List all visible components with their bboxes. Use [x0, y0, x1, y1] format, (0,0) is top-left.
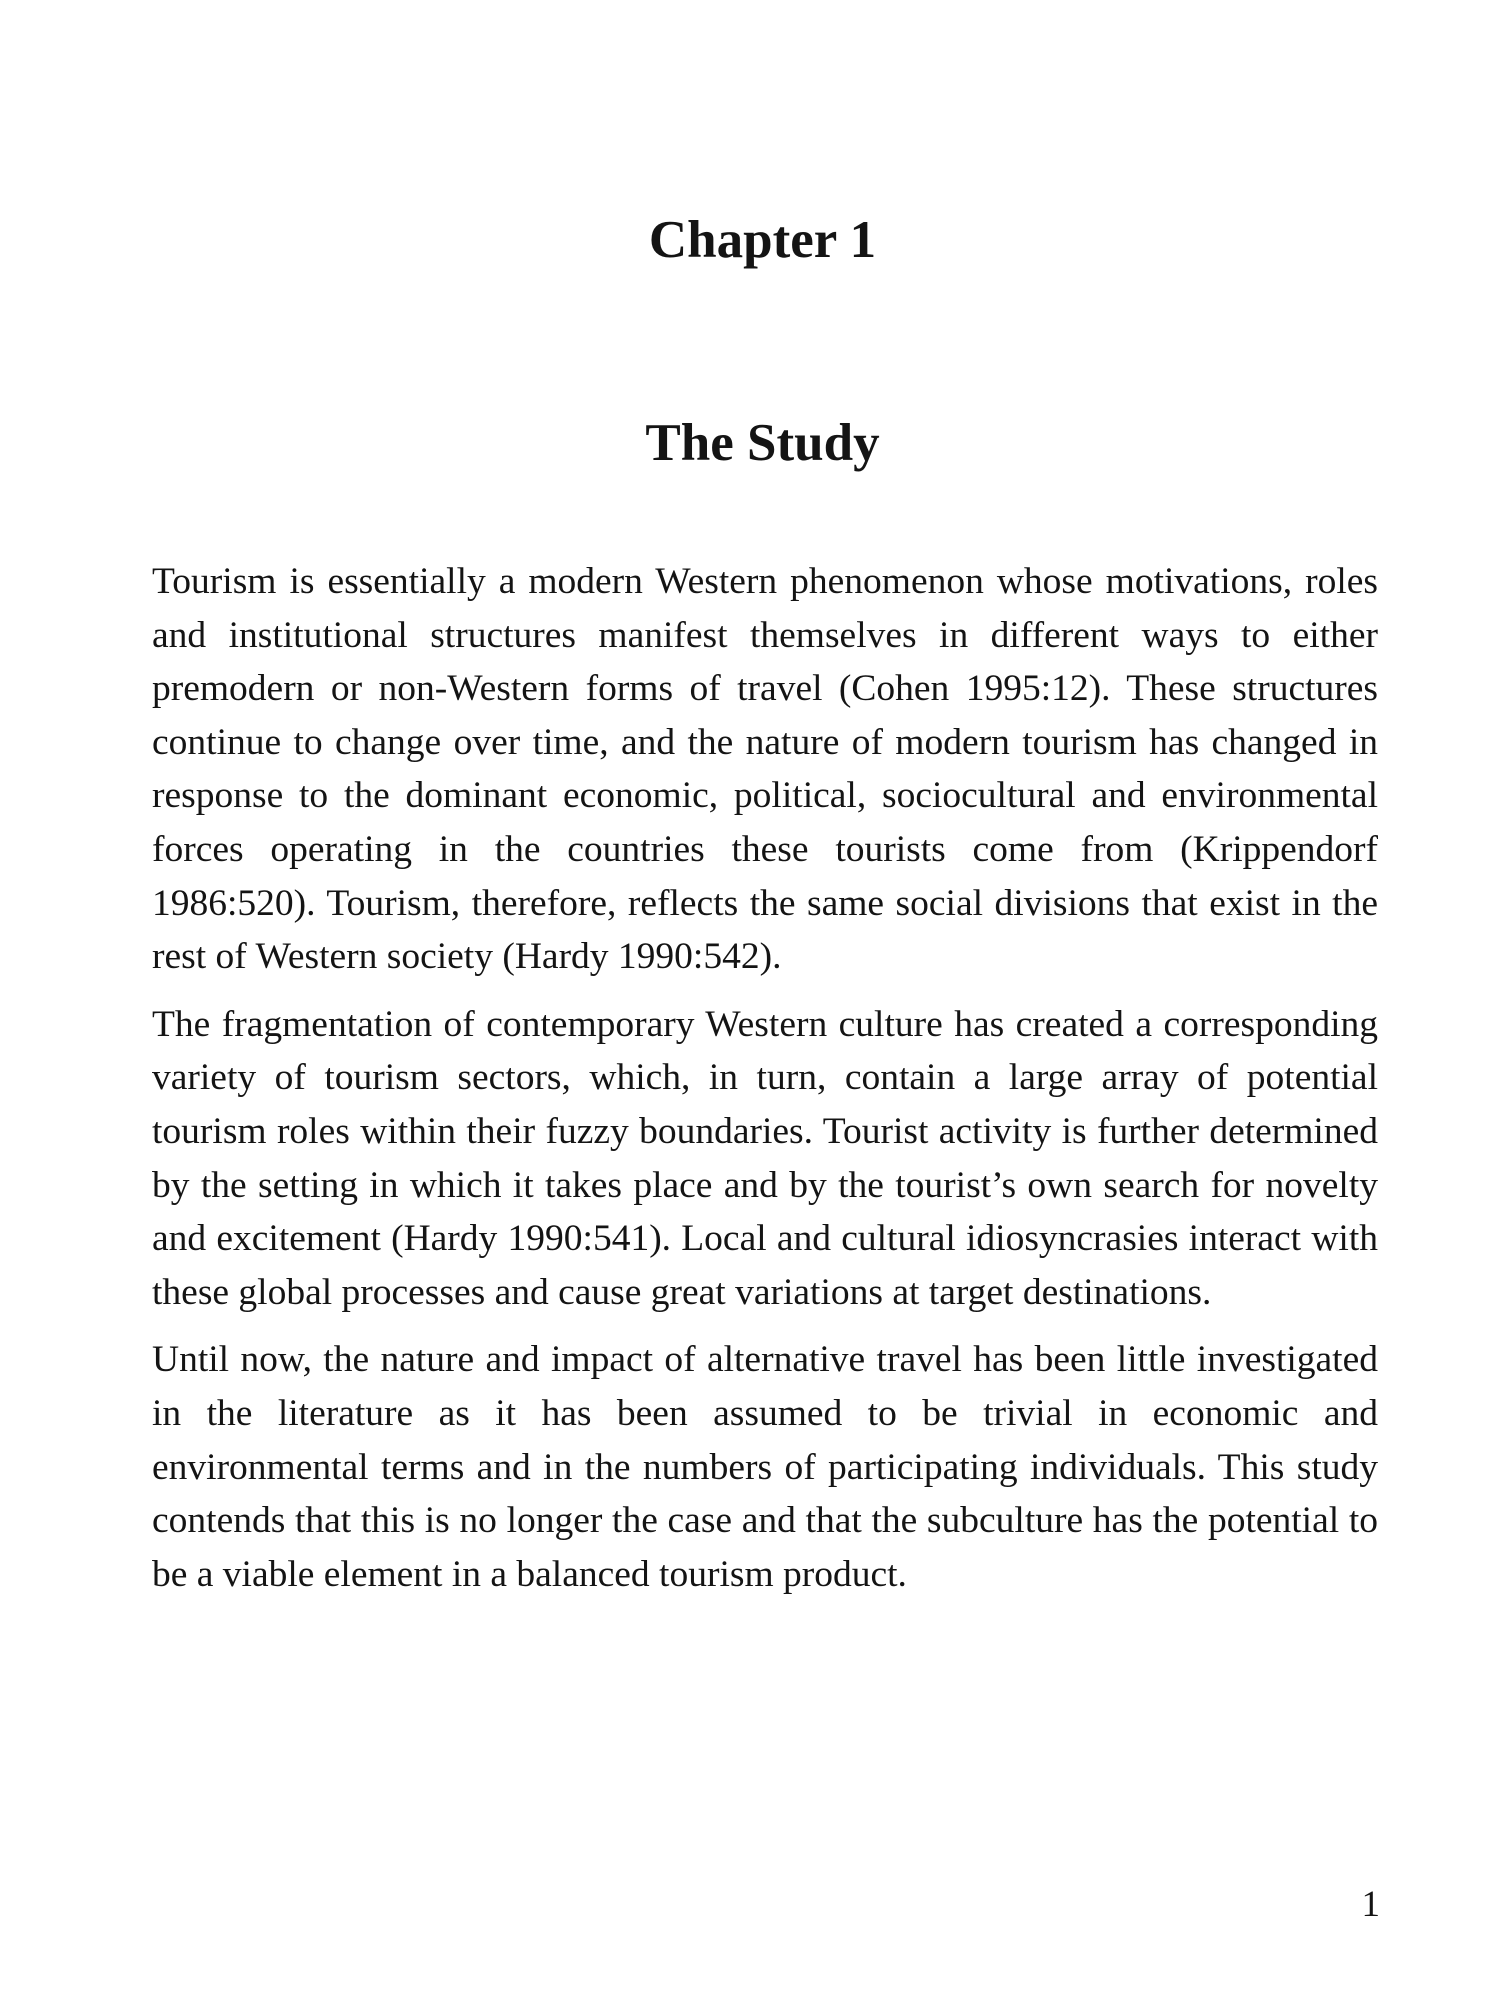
- paragraph-3: Until now, the nature and impact of alternative travel has been little investigated in the literature as it has been assumed to be trivial in economic and environmental terms and in the numbers of participating individuals. This study contends that this is no longer the case and that the subculture has the potential to be a viable element in a balanced tourism product.: [152, 1339, 1378, 1595]
- page-number: 1: [1361, 1884, 1380, 1925]
- chapter-title: The Study: [645, 414, 880, 472]
- body-text: [152, 555, 1378, 1615]
- paragraph-1: Tourism is essentially a modern Western phenomenon whose motivations, roles and institutional structures manifest themselves in different ways to either premodern or non-Western forms of travel (Cohen 1995:12). These structures continue to change over time, and the nature of modern tourism has changed in response to the dominant economic, political, sociocultural and environmental forces operating in the countries these tourists come from (Krippendorf 1986:520). Tourism, therefore, reflects the same social divisions that exist in the rest of Western society (Hardy 1990:542).: [152, 561, 1378, 978]
- paragraph-2: The fragmentation of contemporary Western culture has created a corresponding variety of tourism sectors, which, in turn, contain a large array of potential tourism roles within their fuzzy boundaries. Tourist activity is further determined by the setting in which it takes place and by the tourist’s own search for novelty and excitement (Hardy 1990:541). Local and cultural idiosyncrasies interact with these global processes and cause great variations at target destinations.: [152, 1003, 1378, 1313]
- chapter-label: Chapter 1: [648, 211, 877, 269]
